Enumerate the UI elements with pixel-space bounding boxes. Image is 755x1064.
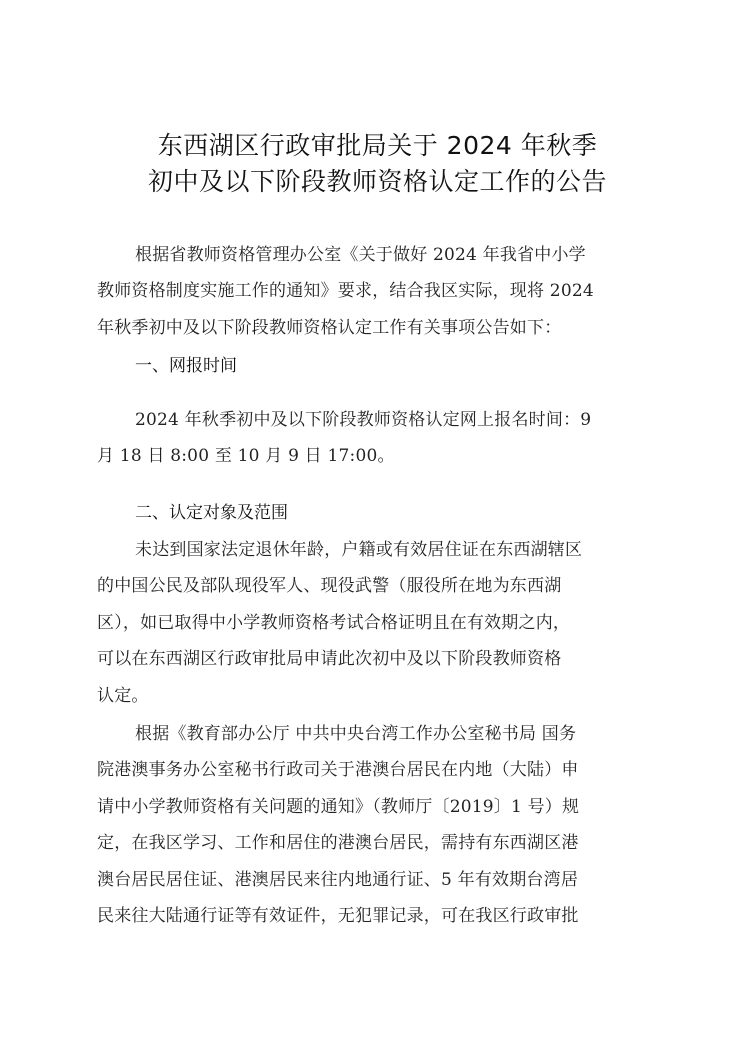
section-2-heading: 二、认定对象及范围 bbox=[135, 503, 288, 523]
section-2-para2-line: 澳台居民居住证、港澳居民来往内地通行证、5 年有效期台湾居 bbox=[97, 869, 579, 890]
intro-line: 根据省教师资格管理办公室《关于做好 2024 年我省中小学 bbox=[135, 245, 586, 265]
section-2-para2-line: 院港澳事务办公室秘书行政司关于港澳台居民在内地（大陆）申 bbox=[97, 760, 579, 781]
section-2-para2-line: 民来往大陆通行证等有效证件，无犯罪记录，可在我区行政审批 bbox=[97, 905, 579, 926]
section-1-line: 月 18 日 8:00 至 10 月 9 日 17:00。 bbox=[97, 446, 395, 467]
intro-line: 教师资格制度实施工作的通知》要求，结合我区实际，现将 2024 bbox=[97, 281, 594, 302]
section-2-para2-line: 请中小学教师资格有关问题的通知》（教师厅〔2019〕1 号）规 bbox=[97, 796, 580, 817]
intro-line: 年秋季初中及以下阶段教师资格认定工作有关事项公告如下： bbox=[97, 317, 562, 338]
section-2-para1-line: 可以在东西湖区行政审批局申请此次初中及以下阶段教师资格 bbox=[97, 649, 562, 670]
document-title-line-1: 东西湖区行政审批局关于 2024 年秋季 bbox=[157, 131, 598, 160]
section-2-para2-line: 根据《教育部办公厅 中共中央台湾工作办公室秘书局 国务 bbox=[135, 724, 577, 744]
section-2-para1-line: 的中国公民及部队现役军人、现役武警（服役所在地为东西湖 bbox=[97, 576, 562, 597]
section-2-para1-line: 未达到国家法定退休年龄，户籍或有效居住证在东西湖辖区 bbox=[135, 540, 583, 560]
section-1-line: 2024 年秋季初中及以下阶段教师资格认定网上报名时间：9 bbox=[135, 410, 592, 430]
section-2-paragraph-2 bbox=[97, 716, 659, 934]
document-title-line-2: 初中及以下阶段教师资格认定工作的公告 bbox=[147, 167, 607, 196]
section-1-heading: 一、网报时间 bbox=[135, 356, 237, 376]
intro-paragraph bbox=[97, 237, 659, 346]
section-2-para1-line: 区），如已取得中小学教师资格考试合格证明且在有效期之内， bbox=[97, 612, 571, 633]
section-2-para2-line: 定，在我区学习、工作和居住的港澳台居民，需持有东西湖区港 bbox=[97, 833, 579, 854]
section-2-paragraph-1 bbox=[97, 532, 659, 714]
section-1-paragraph bbox=[97, 402, 659, 475]
section-2-para1-line: 认定。 bbox=[97, 685, 149, 706]
